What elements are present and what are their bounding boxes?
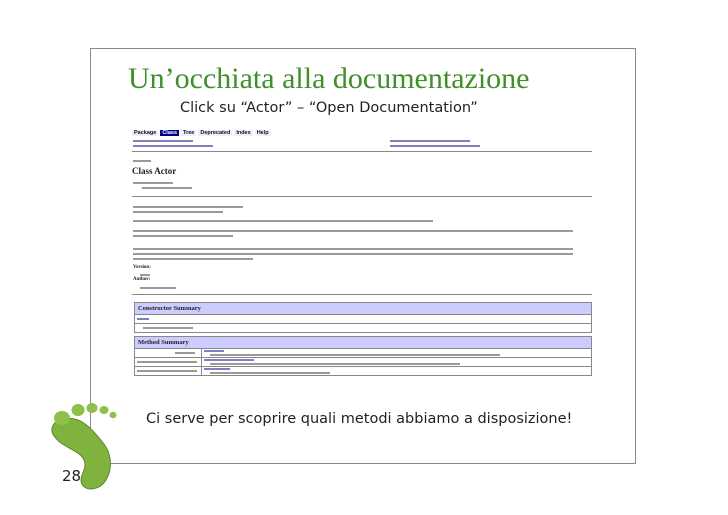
method-summary-table: [134, 336, 592, 376]
constructor-desc: [143, 327, 193, 329]
package-name: [133, 160, 151, 162]
nav-tree[interactable]: Tree: [183, 130, 195, 136]
doc-navbar: [132, 130, 271, 136]
doc-divider: [132, 151, 592, 152]
author-value: [140, 287, 176, 289]
doc-divider-2: [132, 196, 592, 197]
method-desc: [210, 363, 460, 365]
nav-links-left-2[interactable]: [133, 145, 213, 147]
method-link[interactable]: [204, 368, 230, 370]
description-line-1: [133, 220, 433, 222]
version-value: [140, 274, 150, 276]
description-line-3: [133, 235, 233, 237]
nav-deprecated[interactable]: Deprecated: [200, 130, 231, 136]
description-line-4: [133, 248, 573, 250]
table-row: [135, 367, 591, 375]
inheritance-line-2: [142, 187, 192, 189]
nav-links-right-2[interactable]: [390, 145, 480, 147]
nav-links-right[interactable]: [390, 140, 470, 142]
table-row: [135, 324, 591, 332]
constructor-summary-header: Constructor Summary: [135, 303, 591, 315]
method-summary-header: Method Summary: [135, 337, 591, 349]
method-desc: [210, 372, 330, 374]
description-line-5: [133, 253, 573, 255]
page-number: 28: [62, 467, 82, 485]
slide-title: Un’occhiata alla documentazione: [128, 62, 530, 95]
version-label: Version:: [133, 265, 151, 270]
nav-index[interactable]: Index: [236, 130, 251, 136]
nav-links-left[interactable]: [133, 140, 193, 142]
method-return-type: [137, 370, 197, 372]
method-return-type: [137, 361, 197, 363]
method-return-type: [175, 352, 195, 354]
description-line-6: [133, 258, 253, 260]
inheritance-line-1: [133, 182, 173, 184]
nav-package[interactable]: Package: [134, 130, 157, 136]
slide-subtitle: Click su “Actor” – “Open Documentation”: [180, 100, 478, 116]
declaration-line-1: [133, 206, 243, 208]
doc-divider-3: [132, 294, 592, 295]
method-link[interactable]: [204, 350, 224, 352]
slide-footnote: Ci serve per scoprire quali metodi abbiamo a disposizione!: [146, 411, 573, 427]
greenfoot-logo-icon: [44, 400, 144, 492]
table-row: [135, 315, 591, 324]
constructor-summary-table: [134, 302, 592, 333]
nav-help[interactable]: Help: [256, 130, 269, 136]
author-label: Author:: [133, 277, 151, 282]
table-row: [135, 358, 591, 367]
nav-class[interactable]: Class: [162, 130, 178, 136]
declaration-line-2: [133, 211, 223, 213]
method-link[interactable]: [204, 359, 254, 361]
description-line-2: [133, 230, 573, 232]
table-row: [135, 349, 591, 358]
constructor-link[interactable]: [137, 318, 149, 320]
doc-class-title: Class Actor: [132, 166, 177, 176]
method-desc: [210, 354, 500, 356]
documentation-screenshot: [120, 124, 600, 414]
